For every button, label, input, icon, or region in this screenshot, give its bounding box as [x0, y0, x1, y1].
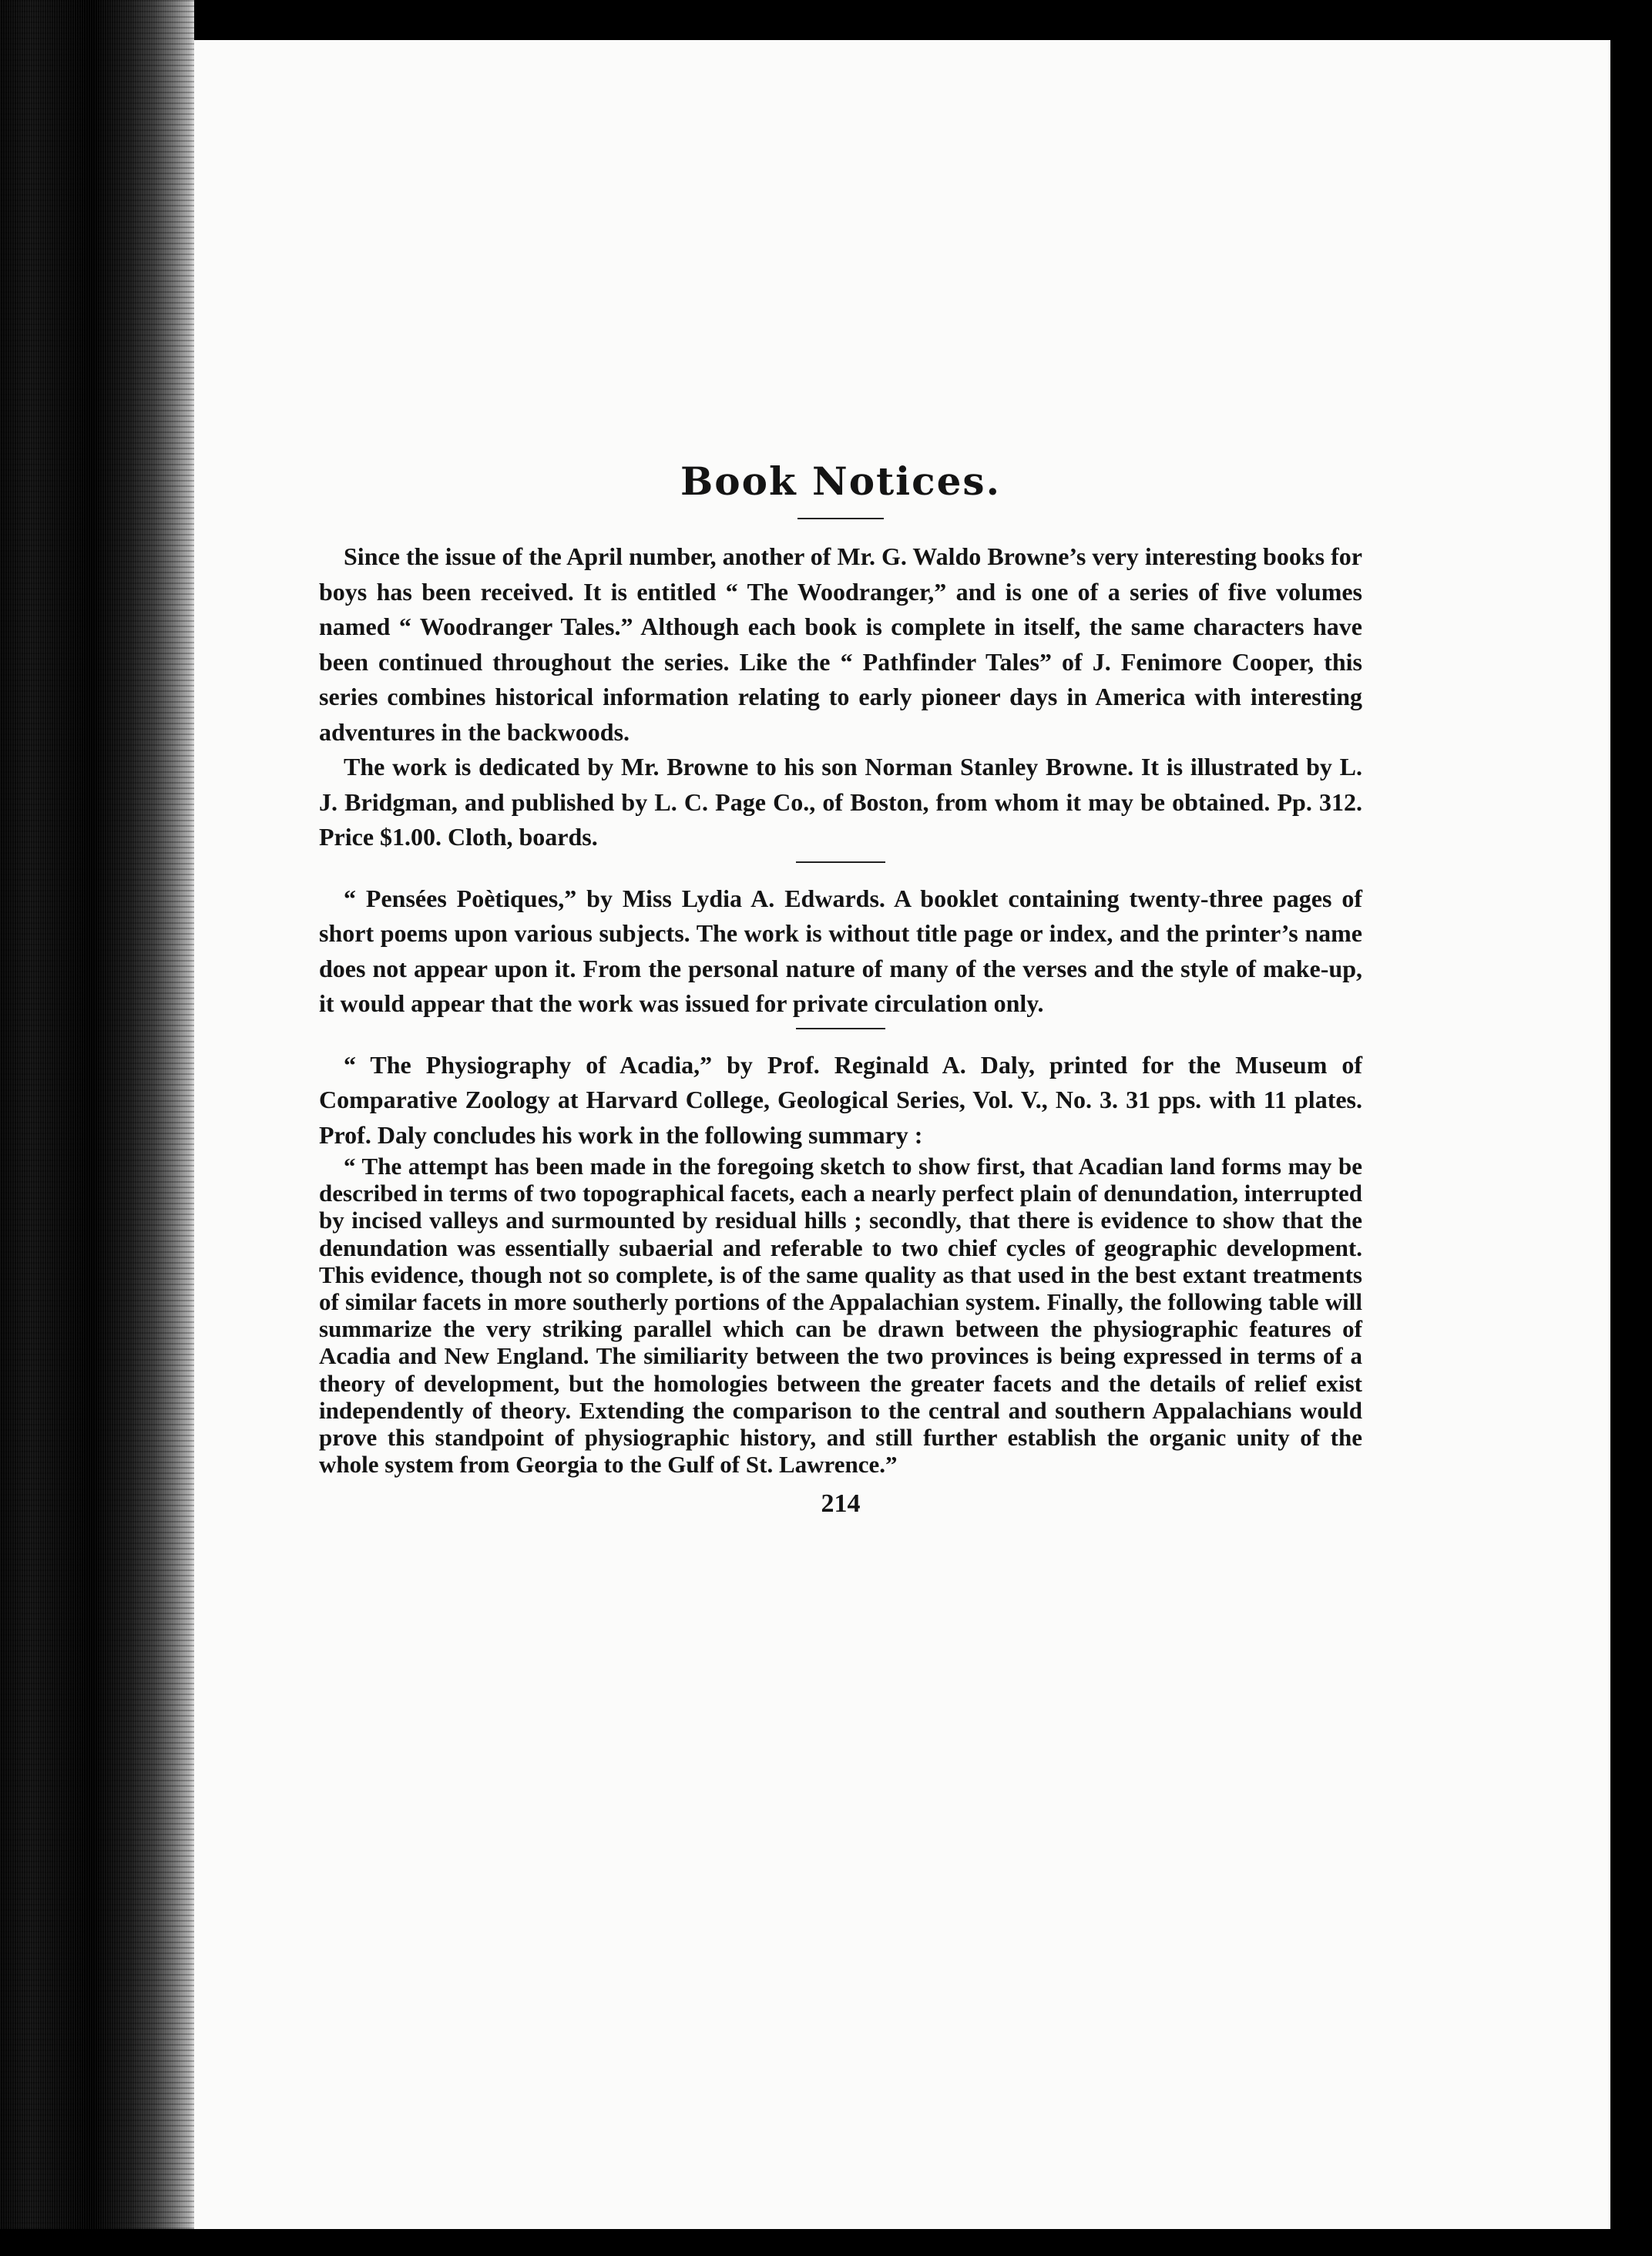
scan-border-right — [1610, 0, 1652, 2256]
scan-border-binding — [0, 0, 194, 2256]
notice-pensees-paragraph: “ Pensées Poètiques,” by Miss Lydia A. Edwards. A booklet containing twenty-three pages of short poems upon various subjects. The work is without title page or index, and the printer’s name does not appear upon it. From the personal nature of many of the verses and the style of make-up, it would appear that the work was issued for private circulation only. — [319, 884, 1362, 1017]
page-text-column — [319, 455, 1362, 1519]
notice-woodranger-paragraph-2: The work is dedicated by Mr. Browne to his son Norman Stanley Browne. It is illustrated by L. J. Bridgman, and published by L. C. Page Co., of Boston, from whom it may be obtained. Pp. 312. Price $1.00. Cloth, boards. — [319, 753, 1362, 851]
page-number: 214 — [821, 1489, 861, 1519]
section-heading: Book Notices. — [680, 458, 1001, 504]
notice-woodranger-paragraph-1: Since the issue of the April number, another of Mr. G. Waldo Browne’s very interesting books for boys has been received. It is entitled “ The Woodranger,” and is one of a series of five volumes named “ Woodranger Tales.” Although each book is complete in itself, the same characters have been continued throughout the series. Like the “ Pathfinder Tales” of J. Fenimore Cooper, this series combines historical information relating to early pioneer days in America with interesting adventures in the backwoods. — [319, 542, 1362, 746]
scan-border-top — [0, 0, 1652, 40]
section-divider — [796, 1028, 885, 1029]
acadia-summary-quote: “ The attempt has been made in the foregoing sketch to show first, that Acadian land forms may be described in terms of two topographical facets, each a nearly perfect plain of denundation, interrupted by incised valleys and surmounted by residual hills ; secondly, that there is evidence to show that the denundation was essentially subaerial and referable to two chief cycles of geographic development. This evidence, though not so complete, is of the same quality as that used in the best extant treatments of similar facets in more southerly portions of the Appalachian system. Finally, the following table will summarize the very striking parallel which can be drawn between the physiographic features of Acadia and New England. The similiarity between the two provinces is being expressed in terms of a theory of development, but the homologies between the greater facets and the details of relief exist independently of theory. Extending the comparison to the central and southern Appalachians would prove this standpoint of physiographic history, and still further establish the organic unity of the whole system from Georgia to the Gulf of St. Lawrence.” — [319, 1153, 1362, 1479]
heading-rule — [797, 518, 884, 519]
notice-acadia-paragraph: “ The Physiography of Acadia,” by Prof. Reginald A. Daly, printed for the Museum of Comparative Zoology at Harvard College, Geological Series, Vol. V., No. 3. 31 pps. with 11 plates. Prof. Daly concludes his work in the following summary : — [319, 1050, 1362, 1149]
scan-border-bottom — [0, 2229, 1652, 2256]
section-divider — [796, 861, 885, 863]
